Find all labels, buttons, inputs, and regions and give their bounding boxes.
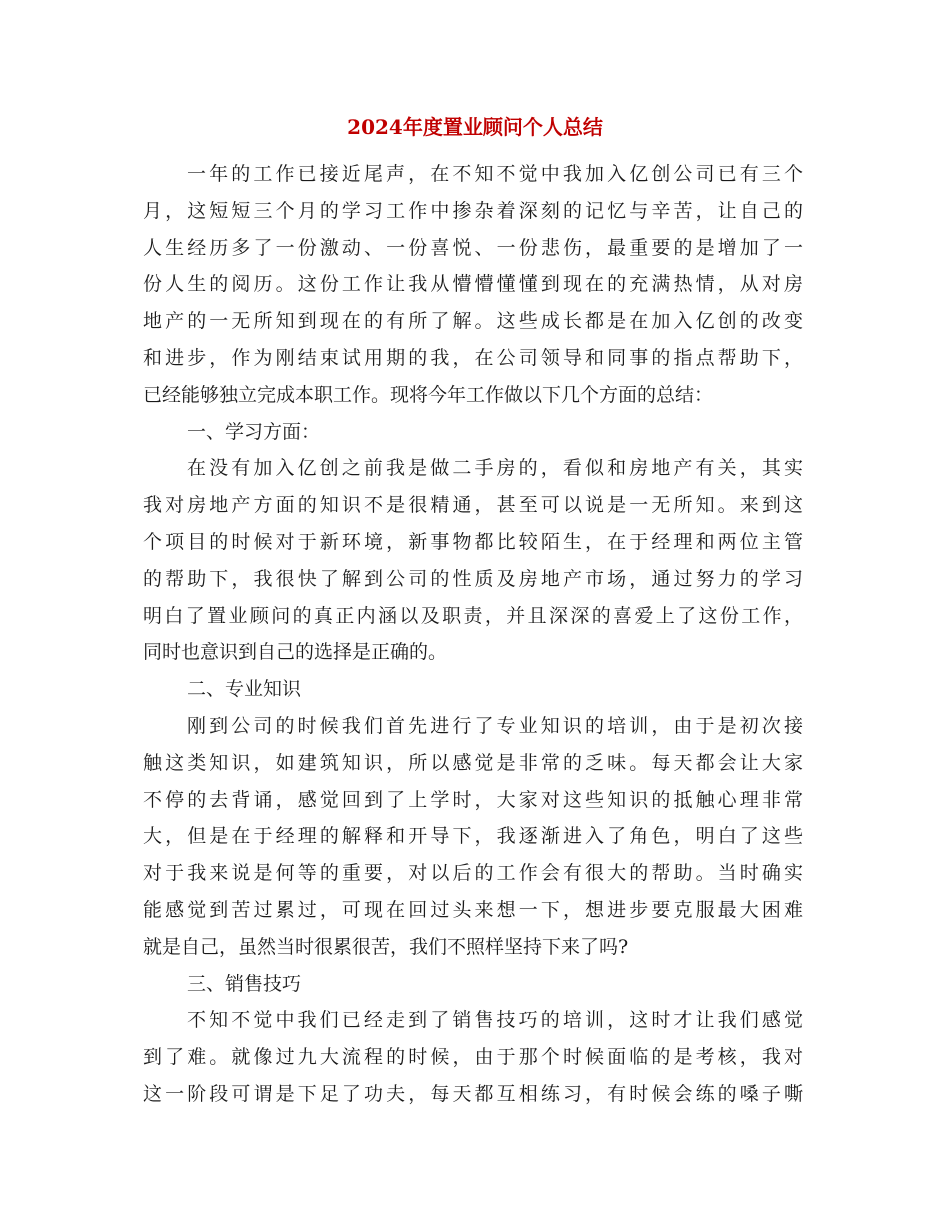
paragraph-line: 触这类知识，如建筑知识，所以感觉是非常的乏味。每天都会让大家 <box>143 751 803 774</box>
paragraph-line: 和进步，作为刚结束试用期的我，在公司领导和同事的指点帮助下， <box>143 346 803 369</box>
paragraph-line: 个项目的时候对于新环境，新事物都比较陌生，在于经理和两位主管 <box>143 530 803 553</box>
paragraph-line: 人生经历多了一份激动、一份喜悦、一份悲伤，最重要的是增加了一 <box>143 236 803 259</box>
paragraph-line: 在没有加入亿创之前我是做二手房的，看似和房地产有关，其实 <box>187 457 803 480</box>
paragraph-line: 份人生的阅历。这份工作让我从懵懵懂懂到现在的充满热情，从对房 <box>143 273 803 296</box>
section-heading: 一、学习方面： <box>187 420 321 443</box>
section-heading: 二、专业知识 <box>187 678 302 701</box>
paragraph-line: 已经能够独立完成本职工作。现将今年工作做以下几个方面的总结： <box>143 383 714 406</box>
section-heading: 三、销售技巧 <box>187 972 302 995</box>
paragraph-line: 月，这短短三个月的学习工作中掺杂着深刻的记忆与辛苦，让自己的 <box>143 199 803 222</box>
paragraph-line: 我对房地产方面的知识不是很精通，甚至可以说是一无所知。来到这 <box>143 494 803 517</box>
paragraph-line: 同时也意识到自己的选择是正确的。 <box>143 641 448 664</box>
paragraph-line: 能感觉到苦过累过，可现在回过头来想一下，想进步要克服最大困难 <box>143 898 803 921</box>
paragraph-line: 刚到公司的时候我们首先进行了专业知识的培训，由于是初次接 <box>187 714 803 737</box>
paragraph-line: 大，但是在于经理的解释和开导下，我逐渐进入了角色，明白了这些 <box>143 825 803 848</box>
paragraph-line: 的帮助下，我很快了解到公司的性质及房地产市场，通过努力的学习 <box>143 567 803 590</box>
paragraph-line: 这一阶段可谓是下足了功夫，每天都互相练习，有时候会练的嗓子嘶 <box>143 1082 803 1105</box>
paragraph-line: 不停的去背诵，感觉回到了上学时，大家对这些知识的抵触心理非常 <box>143 788 803 811</box>
paragraph-line: 对于我来说是何等的重要，对以后的工作会有很大的帮助。当时确实 <box>143 862 803 885</box>
document-body <box>143 156 803 1113</box>
paragraph-line: 明白了置业顾问的真正内涵以及职责，并且深深的喜爱上了这份工作， <box>143 604 803 627</box>
paragraph-line: 地产的一无所知到现在的有所了解。这些成长都是在加入亿创的改变 <box>143 310 803 333</box>
paragraph-line: 就是自己，虽然当时很累很苦，我们不照样坚持下来了吗? <box>143 935 629 958</box>
paragraph-line: 到了难。就像过九大流程的时候，由于那个时候面临的是考核，我对 <box>143 1046 803 1069</box>
document-title: 2024年度置业顾问个人总结 <box>347 115 603 139</box>
paragraph-line: 不知不觉中我们已经走到了销售技巧的培训，这时才让我们感觉 <box>187 1009 803 1032</box>
paragraph-line: 一年的工作已接近尾声，在不知不觉中我加入亿创公司已有三个 <box>187 163 803 185</box>
